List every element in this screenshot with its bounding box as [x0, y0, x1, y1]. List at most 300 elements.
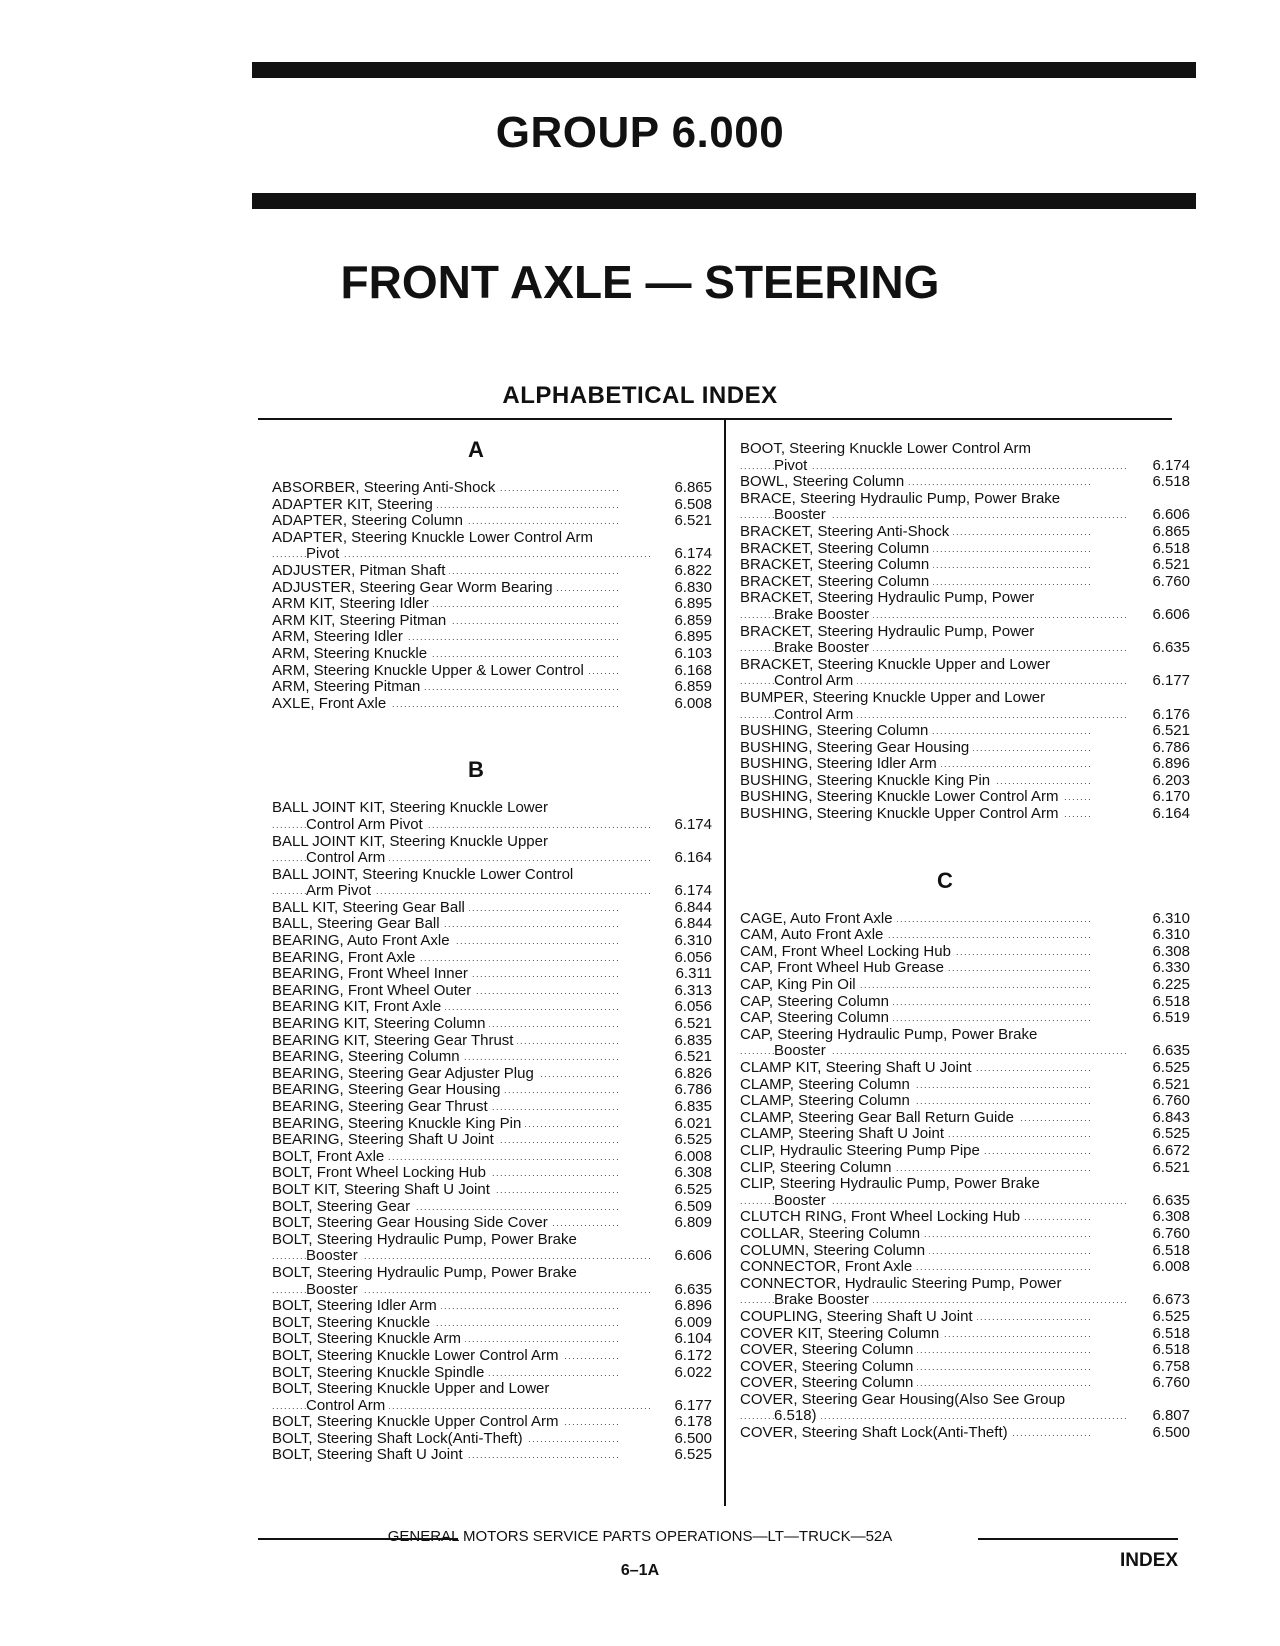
index-entry-page: 6.172: [674, 1346, 712, 1364]
index-entry-page: 6.525: [1152, 1059, 1190, 1076]
index-entry-text: BUSHING, Steering Knuckle Lower Control Arm: [740, 789, 1062, 805]
index-entry: [740, 1126, 1190, 1143]
index-entry-text: BEARING, Front Wheel Outer: [272, 983, 475, 999]
index-entry: [740, 1243, 1190, 1260]
index-entry-text: BALL KIT, Steering Gear Ball: [272, 900, 469, 916]
index-entry: [272, 596, 712, 613]
index-entry-page: 6.844: [674, 915, 712, 933]
index-entry-text: BOLT, Steering Knuckle Upper Control Arm: [272, 1414, 563, 1430]
index-entry: [272, 1016, 712, 1033]
index-entry-text: Brake Booster: [774, 1292, 873, 1308]
index-entry-page: 6.896: [1152, 755, 1190, 773]
index-entry-text: CAP, Front Wheel Hub Grease: [740, 960, 948, 976]
index-entry-text: BALL JOINT, Steering Knuckle Lower Control: [272, 867, 577, 883]
index-entry-text: ADAPTER, Steering Column: [272, 513, 467, 529]
index-entry-text: CLIP, Steering Column: [740, 1160, 895, 1176]
index-entry-page: 6.508: [674, 495, 712, 513]
index-entry-page: 6.164: [1152, 805, 1190, 823]
index-entry-page: 6.760: [1152, 1374, 1190, 1392]
index-entry: [272, 1365, 712, 1382]
index-entry: [740, 927, 1190, 944]
index-entry: [740, 1392, 1190, 1425]
top-rule-bar: [252, 62, 1196, 78]
index-entry-page: 6.760: [1152, 572, 1190, 590]
index-entry: [272, 1066, 712, 1083]
index-entry: [272, 950, 712, 967]
index-entry-page: 6.170: [1152, 788, 1190, 806]
index-entry: [272, 1265, 712, 1298]
index-entry-page: 6.330: [1152, 959, 1190, 977]
index-entry: [740, 944, 1190, 961]
index-entry-page: 6.521: [674, 512, 712, 530]
index-entry: [272, 563, 712, 580]
index-entry-page: 6.606: [1152, 605, 1190, 623]
index-entry-text: COVER, Steering Column: [740, 1359, 917, 1375]
index-entry-text: BOLT, Front Axle: [272, 1149, 388, 1165]
index-entry-page: 6.635: [1152, 639, 1190, 657]
index-entry-text: ARM, Steering Knuckle Upper & Lower Control: [272, 663, 588, 679]
index-entry: [740, 789, 1190, 806]
index-entry-text: BOOT, Steering Knuckle Lower Control Arm: [740, 441, 1035, 457]
index-entry-text: ARM, Steering Idler: [272, 629, 407, 645]
index-entry-text: Brake Booster: [774, 640, 873, 656]
index-entry-text: BRACE, Steering Hydraulic Pump, Power Brake: [740, 491, 1064, 507]
index-entry-page: 6.786: [674, 1081, 712, 1099]
index-entry-page: 6.174: [674, 545, 712, 563]
index-entry-text: BUMPER, Steering Knuckle Upper and Lower: [740, 690, 1049, 706]
index-entry-text: ADAPTER KIT, Steering: [272, 497, 437, 513]
footer-rule-right: [978, 1538, 1178, 1540]
index-entry-text: CAP, Steering Column: [740, 994, 893, 1010]
index-entry: [740, 1342, 1190, 1359]
index-entry: [272, 1033, 712, 1050]
index-entry-page: 6.104: [674, 1330, 712, 1348]
index-entry-text: BEARING, Steering Gear Adjuster Plug: [272, 1066, 538, 1082]
index-entry-page: 6.509: [674, 1197, 712, 1215]
index-entry-page: 6.635: [1152, 1042, 1190, 1060]
index-column-left: [272, 436, 712, 1464]
index-entry-page: 6.518: [1152, 1341, 1190, 1359]
index-entry-text: CAM, Front Wheel Locking Hub: [740, 944, 955, 960]
index-title: ALPHABETICAL INDEX: [502, 382, 778, 409]
index-entry-text: BOLT, Steering Knuckle Spindle: [272, 1365, 488, 1381]
index-entry-page: 6.635: [674, 1280, 712, 1298]
index-entry-text: BEARING, Front Wheel Inner: [272, 966, 472, 982]
index-entry-page: 6.308: [1152, 942, 1190, 960]
index-entry: [272, 696, 712, 713]
index-entry-page: 6.500: [674, 1429, 712, 1447]
index-entry-page: 6.606: [674, 1247, 712, 1265]
index-entry-text: BEARING KIT, Front Axle: [272, 999, 445, 1015]
index-entry-page: 6.313: [674, 981, 712, 999]
index-entry: [272, 999, 712, 1016]
index-entry-page: 6.865: [674, 479, 712, 496]
index-entry: [740, 1027, 1190, 1060]
index-entry-page: 6.174: [674, 882, 712, 900]
middle-rule-bar: [252, 193, 1196, 209]
index-entry: [272, 1099, 712, 1116]
index-entry-text: BOLT, Steering Hydraulic Pump, Power Brake: [272, 1265, 581, 1281]
index-entry-page: 6.896: [674, 1297, 712, 1315]
index-entry: [740, 756, 1190, 773]
index-entry: [272, 1431, 712, 1448]
index-entry-page: 6.786: [1152, 738, 1190, 756]
index-entry-page: 6.168: [674, 661, 712, 679]
index-entry: [740, 657, 1190, 690]
index-entry-page: 6.758: [1152, 1357, 1190, 1375]
index-entry-page: 6.822: [674, 561, 712, 579]
index-entry-text: COUPLING, Steering Shaft U Joint: [740, 1309, 977, 1325]
index-label: INDEX: [1120, 1550, 1179, 1571]
index-entry-page: 6.521: [1152, 1075, 1190, 1093]
index-entry: [272, 1348, 712, 1365]
index-entry-page: 6.225: [1152, 976, 1190, 994]
index-entry: [272, 916, 712, 933]
index-entry-text: BOLT, Steering Idler Arm: [272, 1298, 441, 1314]
index-entry-page: 6.178: [674, 1413, 712, 1431]
index-entry-page: 6.525: [674, 1180, 712, 1198]
index-entry-page: 6.521: [674, 1015, 712, 1033]
index-entry-text: CLIP, Hydraulic Steering Pump Pipe: [740, 1143, 984, 1159]
index-entry-page: 6.308: [1152, 1208, 1190, 1226]
index-entry-page: 6.009: [674, 1313, 712, 1331]
index-entry-text: CAP, Steering Hydraulic Pump, Power Brake: [740, 1027, 1041, 1043]
index-entry: [272, 867, 712, 900]
index-entry-page: 6.521: [1152, 722, 1190, 740]
index-entry-text: CONNECTOR, Front Axle: [740, 1259, 916, 1275]
index-entry-text: COLUMN, Steering Column: [740, 1243, 929, 1259]
index-entry-text: Control Arm: [774, 707, 857, 723]
index-top-rule: [258, 418, 1172, 420]
index-entry-text: BOLT, Steering Gear Housing Side Cover: [272, 1215, 552, 1231]
index-entry: [272, 1199, 712, 1216]
index-entry-text: ARM KIT, Steering Pitman: [272, 613, 450, 629]
index-entry-text: BEARING, Steering Gear Housing: [272, 1082, 504, 1098]
index-entry-text: BOLT, Front Wheel Locking Hub: [272, 1165, 490, 1181]
index-entry-page: 6.174: [1152, 456, 1190, 474]
index-entry-text: BRACKET, Steering Column: [740, 541, 933, 557]
index-entry-text: COVER, Steering Column: [740, 1375, 917, 1391]
index-entry-page: 6.177: [674, 1396, 712, 1414]
index-entry: [272, 1414, 712, 1431]
index-entry-text: BALL JOINT KIT, Steering Knuckle Lower: [272, 800, 552, 816]
index-entry: [272, 1331, 712, 1348]
index-entry-page: 6.176: [1152, 705, 1190, 723]
index-entry-page: 6.164: [674, 849, 712, 867]
index-entry-text: COVER, Steering Column: [740, 1342, 917, 1358]
index-entry-page: 6.500: [1152, 1424, 1190, 1442]
index-entry: [740, 1326, 1190, 1343]
index-entry-page: 6.635: [1152, 1191, 1190, 1209]
index-entry-text: CLUTCH RING, Front Wheel Locking Hub: [740, 1209, 1024, 1225]
index-entry: [272, 613, 712, 630]
index-entry: [272, 480, 712, 497]
index-entry-text: COVER, Steering Shaft Lock(Anti-Theft): [740, 1425, 1012, 1441]
index-entry: [272, 679, 712, 696]
index-entry-text: COVER KIT, Steering Column: [740, 1326, 943, 1342]
index-entry-page: 6.022: [674, 1363, 712, 1381]
index-entry-text: Booster: [774, 1193, 830, 1209]
index-entry-text: Booster: [306, 1282, 362, 1298]
index-entry: [272, 530, 712, 563]
index-entry-text: Pivot: [306, 546, 343, 562]
index-entry: [272, 1165, 712, 1182]
index-entry-page: 6.673: [1152, 1291, 1190, 1309]
index-entry-text: BEARING KIT, Steering Column: [272, 1016, 489, 1032]
index-entry-text: Booster: [774, 1043, 830, 1059]
index-entry: [272, 933, 712, 950]
index-entry-text: BRACKET, Steering Column: [740, 557, 933, 573]
index-entry-page: 6.518: [1152, 1241, 1190, 1259]
index-entry: [740, 723, 1190, 740]
index-entry-text: CAP, Steering Column: [740, 1010, 893, 1026]
index-entry-text: BOLT, Steering Gear: [272, 1199, 414, 1215]
index-entry-page: 6.826: [674, 1064, 712, 1082]
group-title: GROUP 6.000: [495, 108, 785, 157]
index-entry: [740, 773, 1190, 790]
index-entry: [272, 580, 712, 597]
index-entry: [740, 1160, 1190, 1177]
index-entry-text: BRACKET, Steering Column: [740, 574, 933, 590]
index-entry-page: 6.308: [674, 1164, 712, 1182]
footer-publisher: GENERAL MOTORS SERVICE PARTS OPERATIONS—LT—TRUCK—52A: [387, 1528, 893, 1545]
index-entry-text: Control Arm: [774, 673, 857, 689]
index-entry: [740, 1375, 1190, 1392]
index-entry-text: BUSHING, Steering Idler Arm: [740, 756, 941, 772]
index-entry-text: CLAMP, Steering Column: [740, 1093, 914, 1109]
index-entry-text: CLAMP, Steering Column: [740, 1077, 914, 1093]
index-entry-text: ADJUSTER, Steering Gear Worm Bearing: [272, 580, 557, 596]
index-entry-page: 6.525: [674, 1446, 712, 1464]
index-entry-text: BOLT, Steering Knuckle Arm: [272, 1331, 465, 1347]
index-entry: [740, 960, 1190, 977]
index-entry: [272, 1447, 712, 1464]
index-entry-page: 6.203: [1152, 771, 1190, 789]
index-entry: [740, 541, 1190, 558]
index-entry-page: 6.807: [1152, 1407, 1190, 1425]
index-entry-page: 6.518: [1152, 473, 1190, 491]
index-entry-page: 6.518: [1152, 992, 1190, 1010]
index-entry: [740, 994, 1190, 1011]
index-entry: [272, 1132, 712, 1149]
index-entry: [740, 1309, 1190, 1326]
index-entry-text: BEARING, Steering Column: [272, 1049, 464, 1065]
index-entry: [740, 557, 1190, 574]
index-entry-page: 6.008: [674, 694, 712, 712]
index-entry-text: BOLT KIT, Steering Shaft U Joint: [272, 1182, 494, 1198]
index-entry-text: Booster: [774, 507, 830, 523]
index-entry-text: COVER, Steering Gear Housing(Also See Group: [740, 1392, 1069, 1408]
index-entry-text: BOLT, Steering Knuckle Lower Control Arm: [272, 1348, 563, 1364]
index-entry-page: 6.310: [1152, 909, 1190, 927]
index-entry: [272, 629, 712, 646]
index-entry-text: BOLT, Steering Hydraulic Pump, Power Brake: [272, 1232, 581, 1248]
index-column-right: [740, 441, 1190, 1442]
index-entry-page: 6.835: [674, 1031, 712, 1049]
index-entry-page: 6.843: [1152, 1108, 1190, 1126]
index-entry-text: BUSHING, Steering Gear Housing: [740, 740, 973, 756]
index-entry-text: ADJUSTER, Pitman Shaft: [272, 563, 449, 579]
index-entry: [272, 1049, 712, 1066]
index-entry-text: BRACKET, Steering Hydraulic Pump, Power: [740, 624, 1038, 640]
index-entry-text: 6.518): [774, 1408, 821, 1424]
index-entry-page: 6.672: [1152, 1141, 1190, 1159]
index-entry-page: 6.177: [1152, 672, 1190, 690]
index-entry-page: 6.835: [674, 1098, 712, 1115]
index-entry-page: 6.103: [674, 644, 712, 662]
index-entry-page: 6.056: [674, 998, 712, 1016]
index-entry: [740, 474, 1190, 491]
index-entry-page: 6.760: [1152, 1092, 1190, 1110]
index-entry-text: CLAMP KIT, Steering Shaft U Joint: [740, 1060, 976, 1076]
index-entry-page: 6.859: [674, 611, 712, 629]
index-entry-text: Pivot: [774, 458, 811, 474]
index-entry: [272, 966, 712, 983]
index-entry: [272, 1298, 712, 1315]
index-entry-page: 6.525: [1152, 1125, 1190, 1143]
index-entry-text: BUSHING, Steering Knuckle King Pin: [740, 773, 994, 789]
index-entry-text: BALL JOINT KIT, Steering Knuckle Upper: [272, 834, 552, 850]
index-entry-text: BOWL, Steering Column: [740, 474, 908, 490]
index-entry: [272, 663, 712, 680]
section-title: FRONT AXLE — STEERING: [340, 256, 940, 308]
index-entry: [740, 1093, 1190, 1110]
index-entry-page: 6.895: [674, 595, 712, 613]
index-entry-text: ARM, Steering Knuckle: [272, 646, 431, 662]
index-entry-page: 6.311: [675, 965, 712, 983]
index-entry: [272, 1082, 712, 1099]
index-entry: [740, 1259, 1190, 1276]
index-entry-text: BOLT, Steering Knuckle Upper and Lower: [272, 1381, 553, 1397]
index-entry: [740, 441, 1190, 474]
index-entry-text: BOLT, Steering Knuckle: [272, 1315, 434, 1331]
index-entry-text: ABSORBER, Steering Anti-Shock: [272, 480, 499, 496]
index-entry: [740, 624, 1190, 657]
index-entry-text: BRACKET, Steering Anti-Shock: [740, 524, 953, 540]
index-entry: [740, 1143, 1190, 1160]
index-entry-text: ARM, Steering Pitman: [272, 679, 424, 695]
index-entry-text: AXLE, Front Axle: [272, 696, 390, 712]
index-entry-text: Control Arm: [306, 850, 389, 866]
index-entry: [272, 900, 712, 917]
index-entry: [740, 806, 1190, 823]
index-entry-page: 6.525: [674, 1131, 712, 1149]
index-entry-text: BALL, Steering Gear Ball: [272, 916, 444, 932]
index-entry: [272, 1182, 712, 1199]
index-letter-b: B: [468, 757, 484, 783]
index-entry: [272, 646, 712, 663]
index-entry-page: 6.844: [674, 898, 712, 916]
index-entry-page: 6.521: [674, 1048, 712, 1066]
index-entry-text: BEARING, Front Axle: [272, 950, 419, 966]
index-entry-text: BOLT, Steering Shaft Lock(Anti-Theft): [272, 1431, 527, 1447]
index-entry-page: 6.606: [1152, 506, 1190, 524]
index-entry-text: BUSHING, Steering Column: [740, 723, 932, 739]
index-entry-text: Control Arm: [306, 1398, 389, 1414]
index-entry-text: BRACKET, Steering Knuckle Upper and Lower: [740, 657, 1054, 673]
index-entry-page: 6.310: [1152, 926, 1190, 944]
index-entry-text: Control Arm Pivot: [306, 817, 427, 833]
index-entry: [740, 977, 1190, 994]
index-entry-page: 6.518: [1152, 1324, 1190, 1342]
index-entry-text: CLIP, Steering Hydraulic Pump, Power Brake: [740, 1176, 1044, 1192]
index-entry-text: BOLT, Steering Shaft U Joint: [272, 1447, 467, 1463]
index-entry-page: 6.830: [674, 578, 712, 596]
index-entry-page: 6.174: [674, 815, 712, 833]
index-entry-page: 6.056: [674, 948, 712, 966]
index-entry-text: COLLAR, Steering Column: [740, 1226, 924, 1242]
index-entry: [740, 1010, 1190, 1027]
index-entry-text: CLAMP, Steering Gear Ball Return Guide: [740, 1110, 1018, 1126]
index-entry: [272, 983, 712, 1000]
index-entry-text: BEARING KIT, Steering Gear Thrust: [272, 1033, 517, 1049]
index-entry: [740, 524, 1190, 541]
index-entry-page: 6.809: [674, 1214, 712, 1232]
index-entry: [272, 1315, 712, 1332]
index-entry-text: CAGE, Auto Front Axle: [740, 911, 897, 927]
index-entry: [740, 1425, 1190, 1442]
index-entry: [740, 1110, 1190, 1127]
index-entry-text: CAM, Auto Front Axle: [740, 927, 887, 943]
index-entry-page: 6.859: [674, 678, 712, 696]
index-entry-text: BRACKET, Steering Hydraulic Pump, Power: [740, 590, 1038, 606]
index-entry: [740, 590, 1190, 623]
index-entry: [272, 834, 712, 867]
index-entry-text: BEARING, Steering Gear Thrust: [272, 1099, 492, 1115]
index-entry: [740, 574, 1190, 591]
index-entry-page: 6.310: [674, 932, 712, 950]
index-entry-page: 6.895: [674, 628, 712, 646]
index-entry: [272, 1116, 712, 1133]
index-entry: [740, 740, 1190, 757]
index-entry: [740, 1060, 1190, 1077]
index-entry: [740, 1209, 1190, 1226]
index-entry: [740, 1276, 1190, 1309]
index-entry-text: Arm Pivot: [306, 883, 375, 899]
index-entry-text: BEARING, Auto Front Axle: [272, 933, 454, 949]
index-entry-page: 6.518: [1152, 539, 1190, 557]
index-entry: [272, 1215, 712, 1232]
index-entry: [272, 1232, 712, 1265]
index-entry: [740, 1176, 1190, 1209]
index-entry: [272, 497, 712, 514]
index-letter-c: C: [937, 867, 953, 893]
index-entry: [740, 690, 1190, 723]
index-entry-text: BEARING, Steering Shaft U Joint: [272, 1132, 498, 1148]
index-entry-page: 6.021: [674, 1114, 712, 1132]
index-entry: [272, 1149, 712, 1166]
index-entry: [740, 1226, 1190, 1243]
index-entry-page: 6.519: [1152, 1009, 1190, 1027]
index-entry: [272, 513, 712, 530]
index-entry: [740, 1359, 1190, 1376]
index-entry: [740, 911, 1190, 928]
index-entry-page: 6.008: [1152, 1258, 1190, 1276]
index-entry: [740, 1077, 1190, 1094]
index-entry: [272, 1381, 712, 1414]
index-entry-page: 6.865: [1152, 522, 1190, 540]
index-entry-text: ADAPTER, Steering Knuckle Lower Control Arm: [272, 530, 597, 546]
index-entry-page: 6.521: [1152, 556, 1190, 574]
index-letter-a: A: [468, 437, 484, 462]
index-entry-page: 6.760: [1152, 1224, 1190, 1242]
index-entry-page: 6.521: [1152, 1158, 1190, 1176]
index-entry: [740, 491, 1190, 524]
index-entry-text: CAP, King Pin Oil: [740, 977, 860, 993]
index-entry-text: ARM KIT, Steering Idler: [272, 596, 433, 612]
index-entry: [272, 800, 712, 833]
column-divider: [724, 420, 726, 1506]
